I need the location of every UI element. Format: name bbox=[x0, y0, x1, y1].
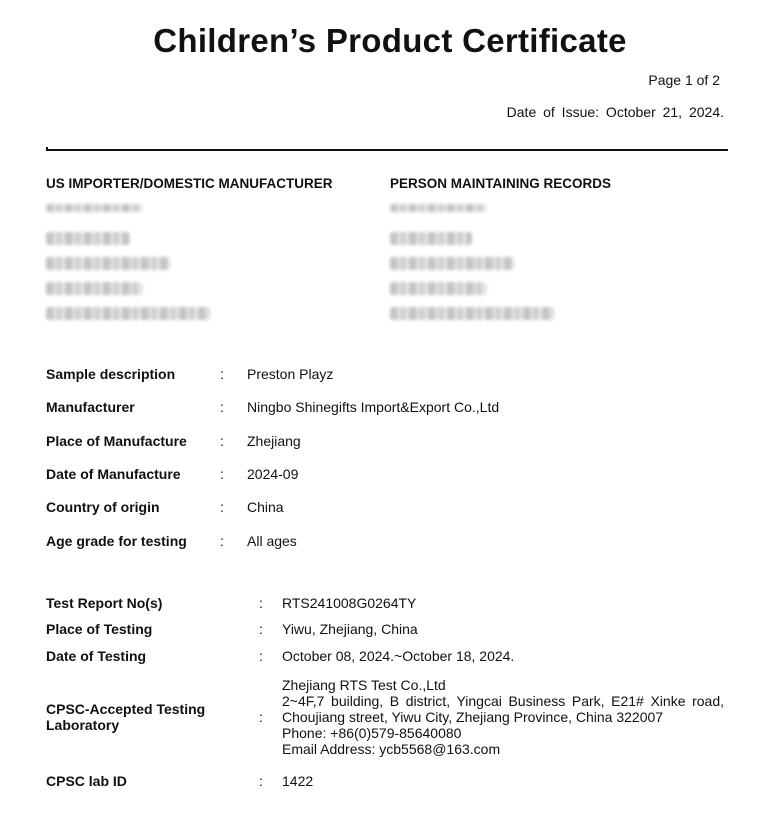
page-number: Page 1 of 2 bbox=[648, 72, 720, 88]
lab-address-line: 2~4F,7 building, B district, Yingcai Business Park, E21# Xinke road, bbox=[282, 693, 724, 709]
field-value: 1422 bbox=[282, 773, 314, 789]
field-value: Preston Playz bbox=[247, 366, 334, 382]
field-value: China bbox=[247, 499, 284, 515]
records-heading: PERSON MAINTAINING RECORDS bbox=[390, 176, 612, 191]
redacted-line bbox=[390, 204, 486, 212]
redacted-line bbox=[390, 257, 514, 270]
field-label: Place of Testing bbox=[46, 621, 153, 637]
lab-address-line: Choujiang street, Yiwu City, Zhejiang Province, China 322007 bbox=[282, 709, 664, 725]
field-label: Country of origin bbox=[46, 499, 160, 515]
lab-label-line: Laboratory bbox=[46, 717, 120, 733]
field-value: Zhejiang bbox=[247, 433, 301, 449]
lab-label-line: CPSC-Accepted Testing bbox=[46, 701, 206, 717]
field-label: CPSC lab ID bbox=[46, 773, 127, 789]
field-value: October 08, 2024.~October 18, 2024. bbox=[282, 648, 515, 664]
field-colon: : bbox=[259, 648, 263, 664]
field-label: Test Report No(s) bbox=[46, 595, 163, 611]
field-colon: : bbox=[259, 709, 263, 725]
page-title: Children’s Product Certificate bbox=[153, 22, 627, 59]
field-value: Ningbo Shinegifts Import&Export Co.,Ltd bbox=[247, 399, 500, 415]
field-label: Date of Testing bbox=[46, 648, 147, 664]
field-colon: : bbox=[220, 366, 224, 382]
field-label: Sample description bbox=[46, 366, 176, 382]
redacted-line bbox=[390, 232, 472, 245]
lab-email: Email Address: ycb5568@163.com bbox=[282, 741, 501, 757]
redacted-line bbox=[390, 307, 554, 320]
field-value: 2024-09 bbox=[247, 466, 299, 482]
field-label: Age grade for testing bbox=[46, 533, 187, 549]
importer-heading: US IMPORTER/DOMESTIC MANUFACTURER bbox=[46, 176, 333, 191]
field-value: RTS241008G0264TY bbox=[282, 595, 417, 611]
header-divider bbox=[46, 149, 728, 151]
field-colon: : bbox=[220, 433, 224, 449]
redacted-line bbox=[46, 307, 210, 320]
header-divider-tick bbox=[46, 147, 48, 149]
lab-label bbox=[46, 701, 205, 733]
field-colon: : bbox=[259, 773, 263, 789]
redacted-line bbox=[390, 282, 486, 295]
field-value: All ages bbox=[247, 533, 297, 549]
redacted-line bbox=[46, 282, 142, 295]
field-label: Date of Manufacture bbox=[46, 466, 181, 482]
field-colon: : bbox=[259, 621, 263, 637]
lab-details bbox=[282, 677, 724, 757]
field-colon: : bbox=[220, 466, 224, 482]
field-colon: : bbox=[220, 399, 224, 415]
field-label: Manufacturer bbox=[46, 399, 135, 415]
redacted-line bbox=[46, 204, 142, 212]
issue-date: Date of Issue: October 21, 2024. bbox=[506, 104, 724, 120]
field-colon: : bbox=[220, 499, 224, 515]
field-colon: : bbox=[220, 533, 224, 549]
field-colon: : bbox=[259, 595, 263, 611]
redacted-line bbox=[46, 232, 130, 245]
field-value: Yiwu, Zhejiang, China bbox=[282, 621, 418, 637]
redacted-line bbox=[46, 257, 170, 270]
field-label: Place of Manufacture bbox=[46, 433, 187, 449]
lab-name: Zhejiang RTS Test Co.,Ltd bbox=[282, 677, 446, 693]
lab-phone: Phone: +86(0)579-85640080 bbox=[282, 725, 462, 741]
